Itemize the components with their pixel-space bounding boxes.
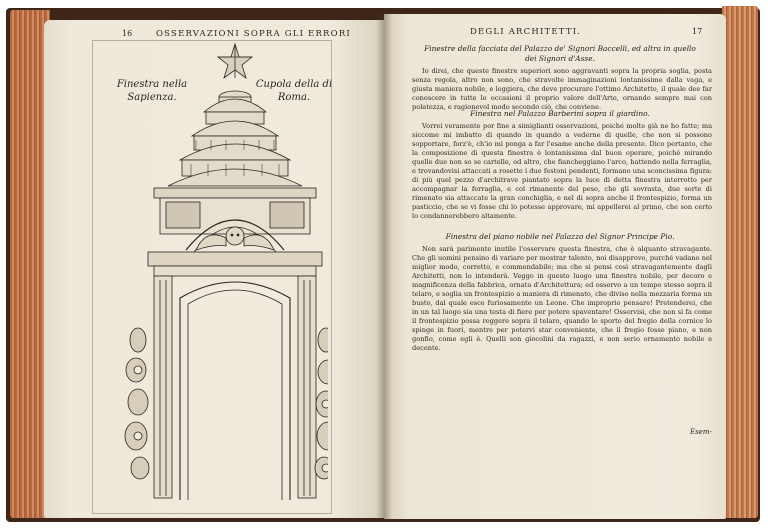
plate-caption-right: Cupola della di Roma.	[255, 79, 333, 103]
section-heading-pio: Finestra del piano nobile nel Palazzo del Signor Principe Pio.	[445, 232, 675, 241]
left-running-head: OSSERVAZIONI SOPRA GLI ERRORI	[156, 29, 351, 39]
paragraph-pio: Non sarà parimente inutile l'osservare questa finestra, che è alquanto stravagante. Che gli uomini pensino di variare per mostrar talento, noi disapprovo, purché vadano nel miglior modo, corretto, e commendabile; ma che si pensi così stravagantemente dagli Architetti, non lo intenderà. Veggo in questo luogo una finestra nobile, per decoro e magnificenza della fabbrica, ornata d'Architettura; ed osservo a un tempo stesso sopra il telaro, e soglia un frontespizio a maniera di rimenato, che diviso nella mezzaria forma un busto, dal quale esce furiosamente un Leone. Che improprio pensare! Pretenderei, che in un tal luogo sia una testa di fiere per potere spaventare! Osservisi, che non si fa come il frontespizio possa reggere sopra il telaro, quando lo sporto del fregio della cornice lo spinge in fuori, mentre per potervi star conveniente, che il fregio fosse piano, e non gonfio, come egli è. Quelli son giocolini da ragazzi, e non serio ornamento nobile e decente.	[412, 245, 712, 352]
engraved-window-plate	[96, 40, 328, 506]
spiral-cupola	[168, 91, 302, 186]
book-gutter	[376, 14, 392, 519]
section-heading-barberini: Finestra nel Palazzo Barberini sopra il giardino.	[470, 109, 650, 118]
catchword: Esem-	[690, 428, 712, 436]
paragraph-barberini: Vorrei veramente por fine a simiglianti osservazioni, poiché molte già ne ho fatte; ma siccome mi imbatto di quando in quando a vederne di quelle, che non si possono sopportare, forz'è, ch'io mi ponga a far l'esame anche della presente. Dico pertanto, che la composizione di questa finestra è lontanissima dal buon operare, poiché mirando quelle due non so se cartelle, od altro, che fiancheggiano l'arco, battendo nella ferraglia, e trovandovisi attaccati a rosette i due festoni pendenti, formano una sconcissima figura: di più quel pezzo d'architrave piantato sopra la luce di detta finestra interrotto per accompagnar la ferraglia, e col rimanente del peso, che gli sovrasta, due sorte di rimenato sia attaccate la gran conchiglia, e nel di sopra anche il frontespizio, forma un pasticcio, che se vi fosse chi lo potesse approvare, mi appellerei al primo, che son certo lo condannerebbero altamente.	[412, 122, 712, 220]
left-page-number: 16	[122, 29, 133, 38]
section-heading-baccelli: Finestre della facciata del Palazzo de' Signori Baccelli, ed altra in quello dei Signori d'Asse.	[424, 44, 696, 63]
garland-left	[125, 328, 149, 479]
right-running-head: DEGLI ARCHITETTI.	[470, 27, 582, 37]
plate-caption-left: Finestra nella Sapienza.	[116, 79, 188, 103]
paragraph-baccelli: Io direi, che queste finestre superiori sono aggravanti sopra la propria soglia, posta senza regola, altro non sono, che stravolte immaginazioni lontanissime dalla vaga, e giusta maniera nobile, e leggiera, che deve procurare l'ottimo Architetto, il quale dee far conoscere in tutte le occasioni il proprio valore dell'Arte, ornando sempre mai con polatezza, e ragionevol modo secondo ciò, che conviene.	[412, 67, 712, 111]
star-icon	[218, 44, 252, 78]
right-fore-edge	[722, 6, 758, 518]
right-page-number: 17	[692, 27, 703, 36]
garland-right	[315, 328, 328, 479]
